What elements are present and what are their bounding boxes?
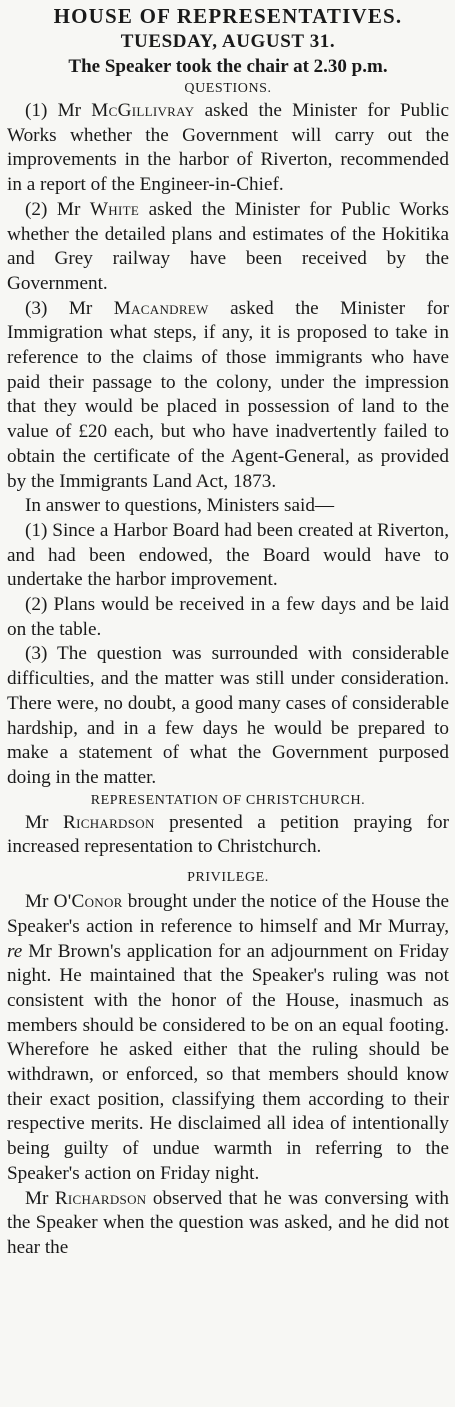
question-2-number: (2) Mr [25, 198, 90, 220]
question-2-member: White [89, 198, 140, 220]
question-2 [7, 198, 449, 297]
representation-member: Richardson [63, 811, 155, 833]
section-heading-questions: QUESTIONS. [184, 81, 272, 96]
answer-2: (2) Plans would be received in a few days and be laid on the table. [7, 594, 449, 640]
section-heading-privilege: PRIVILEGE. [187, 870, 269, 886]
privilege-1-text-a: brought under the notice of the House the Speaker's action in reference to himself and Mr Murray, [7, 891, 450, 937]
answer-1: (1) Since a Harbor Board had been created at Riverton, and had been endowed, the Board would have to undertake the harbor improvement. [7, 519, 449, 591]
privilege-2-member: Richardson [54, 1187, 147, 1209]
privilege-1-member: O'Conor [53, 891, 123, 913]
representation-prefix: Mr [25, 811, 63, 833]
question-3 [7, 297, 449, 495]
privilege-paragraph-1 [7, 890, 449, 1186]
question-3-member: Macandrew [113, 297, 209, 319]
answers-intro: In answer to questions, Ministers said— [25, 495, 335, 517]
question-1-member: McGillivray [91, 100, 195, 121]
question-2-text: asked the Minister for Public Works whether the detailed plans and estimates of the Hokitika and Grey railway have been received by the Government. [7, 198, 449, 294]
representation-text: presented a petition praying for increased representation to Christchurch. [7, 811, 450, 858]
privilege-2-prefix: Mr [25, 1187, 55, 1209]
privilege-1-text-b: Mr Brown's application for an adjournment on Friday night. He maintained that the Speaker's ruling was not consistent with the honor of the House, inasmuch as members should be considered to be on an equal footing. Wherefore he asked either that the ruling should be withdrawn, or enforced, so that members should know their exact position, classifying them according to their respective merits. He disclaimed all idea of intentionally being guilty of undue warmth in referring to the Speaker's action on Friday night. [7, 940, 449, 1184]
answer-3: (3) The question was surrounded with considerable difficulties, and the matter was still under consideration. There were, no doubt, a good many cases of considerable hardship, and in a few days he would be prepared to make a statement of what the Government purposed doing in the matter. [7, 643, 449, 788]
question-1 [7, 99, 449, 198]
page-title: HOUSE OF REPRESENTATIVES. [53, 4, 403, 28]
privilege-1-prefix: Mr [25, 891, 54, 913]
privilege-paragraph-2 [7, 1187, 449, 1261]
privilege-2-text: observed that he was conversing with the Speaker when the question was asked, and he did not hear the [7, 1187, 449, 1258]
question-3-text: asked the Minister for Immigration what steps, if any, it is proposed to take in reference to the claims of those immigrants who have paid their passage to the colony, under the impression that they would be placed in possession of land to the value of £20 each, but who have inadvertently failed to obtain the certificate of the Agent-General, as provided by the Immigrants Land Act, 1873. [7, 297, 449, 492]
section-heading-representation: REPRESENTATION OF CHRISTCHURCH. [90, 792, 366, 808]
sitting-date: TUESDAY, AUGUST 31. [120, 31, 336, 52]
privilege-1-re: re [7, 940, 23, 962]
question-1-text: asked the Minister for Public Works whether the Government will carry out the improvements in the harbor of Riverton, recommended in a report of the Engineer-in-Chief. [7, 100, 449, 196]
question-3-number: (3) Mr [25, 297, 114, 319]
opening-line: The Speaker took the chair at 2.30 p.m. [68, 56, 388, 77]
representation-paragraph [7, 811, 449, 860]
question-1-number: (1) Mr [25, 100, 92, 121]
